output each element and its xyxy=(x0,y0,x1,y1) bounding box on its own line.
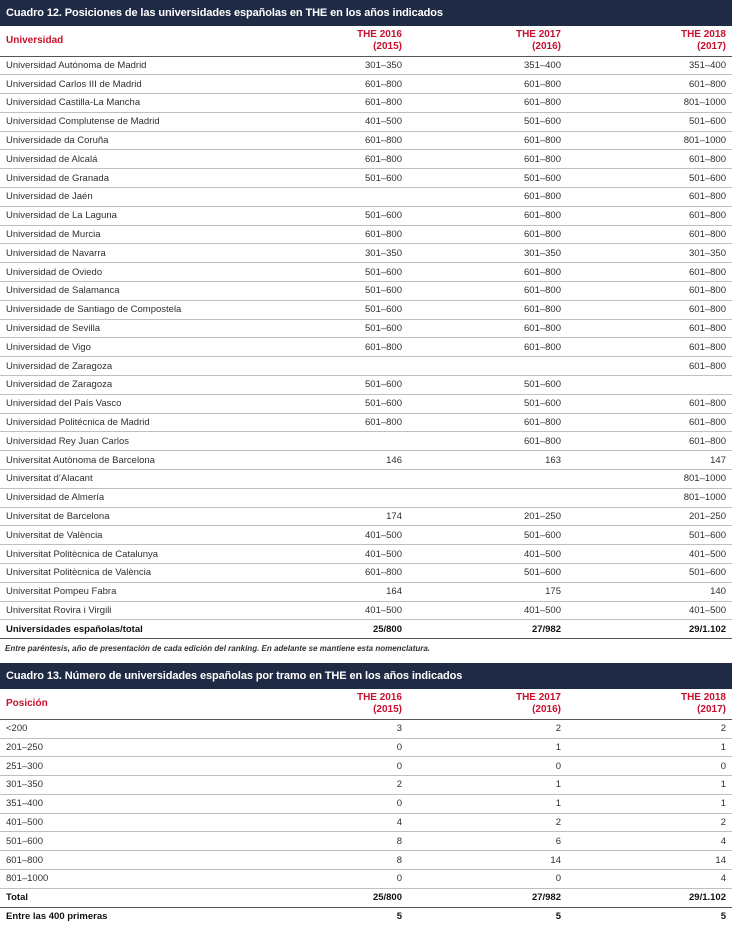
table-row xyxy=(0,225,732,244)
row-label: 351–400 xyxy=(6,798,43,810)
table1-header-the2016 xyxy=(253,26,408,56)
row-label: <200 xyxy=(6,723,28,735)
table2-header-the2017 xyxy=(408,689,567,719)
row-value: 601–800 xyxy=(524,78,561,90)
table1-header-the2017 xyxy=(408,26,567,56)
total-row xyxy=(0,888,732,907)
row-value: 601–800 xyxy=(689,229,726,241)
row-value: 401–500 xyxy=(524,548,561,560)
row-value: 801–1000 xyxy=(683,492,726,504)
header-label: THE 2016 xyxy=(356,691,402,703)
table2-header-the2016 xyxy=(253,689,408,719)
table-row xyxy=(0,244,732,263)
table2-header-the2018 xyxy=(567,689,732,719)
table2-body xyxy=(0,719,732,926)
header-year: (2015) xyxy=(373,40,402,52)
row-value: 6 xyxy=(555,835,561,847)
table1-note: Entre paréntesis, año de presentación de cada edición del ranking. En adelante se mantiene esta nomenclatura. xyxy=(5,644,431,654)
row-value: 27/982 xyxy=(531,623,561,635)
row-label: Universidad de Almería xyxy=(6,492,105,504)
row-value: 601–800 xyxy=(524,97,561,109)
row-value xyxy=(567,376,732,395)
table-row xyxy=(0,488,732,507)
row-value: 401–500 xyxy=(365,605,402,616)
row-label: Universidad Politécnica de Madrid xyxy=(6,417,150,429)
row-value: 27/982 xyxy=(531,892,561,904)
row-label: Universitat de València xyxy=(6,529,103,541)
table-row xyxy=(0,451,732,470)
row-label: 501–600 xyxy=(6,835,43,847)
table-row xyxy=(0,526,732,545)
row-value: 0 xyxy=(555,760,561,772)
table-row xyxy=(0,263,732,282)
row-label: 601–800 xyxy=(6,854,43,866)
header-year: (2015) xyxy=(373,703,402,715)
table-row xyxy=(0,432,732,451)
row-label: Universidad de Vigo xyxy=(6,341,91,353)
row-value: 601–800 xyxy=(524,135,561,147)
total-row xyxy=(0,907,732,926)
table-row xyxy=(0,757,732,776)
table-row xyxy=(0,719,732,738)
row-value: 601–800 xyxy=(689,435,726,447)
row-value: 163 xyxy=(545,454,561,466)
row-label: Universitat d’Alacant xyxy=(6,473,93,485)
row-value: 4 xyxy=(396,817,402,829)
table1-header-the2018 xyxy=(567,26,732,56)
row-value: 601–800 xyxy=(524,266,561,278)
table1-header-university: Universidad xyxy=(6,34,64,46)
row-label: Universidad de La Laguna xyxy=(6,210,117,222)
row-value: 401–500 xyxy=(365,529,402,541)
row-value xyxy=(253,188,408,207)
row-value: 601–800 xyxy=(689,191,726,203)
row-value: 3 xyxy=(396,723,402,735)
table1-caption: Cuadro 12. Posiciones de las universidades españolas en THE en los años indicados xyxy=(0,0,732,26)
row-label: Universidade da Coruña xyxy=(6,135,109,147)
table-row xyxy=(0,601,732,620)
row-value: 501–600 xyxy=(365,210,402,222)
row-label: 251–300 xyxy=(6,760,43,772)
row-value: 501–600 xyxy=(524,398,561,410)
table-row xyxy=(0,56,732,75)
row-value: 801–1000 xyxy=(683,97,726,109)
table-row xyxy=(0,338,732,357)
row-value: 29/1.102 xyxy=(689,623,726,635)
row-value: 501–600 xyxy=(524,529,561,541)
table-row xyxy=(0,851,732,870)
row-label: Universidad de Alcalá xyxy=(6,153,98,165)
row-label: Universitat Autònoma de Barcelona xyxy=(6,454,155,466)
row-value: 301–350 xyxy=(365,59,402,71)
row-value: 1 xyxy=(555,741,561,753)
row-value: 1 xyxy=(720,741,726,753)
table-row xyxy=(0,94,732,113)
row-value: 501–600 xyxy=(524,172,561,184)
row-label: Universidad Castilla-La Mancha xyxy=(6,97,141,109)
row-label: Universidad Rey Juan Carlos xyxy=(6,435,130,447)
row-value: 601–800 xyxy=(524,210,561,222)
row-value: 0 xyxy=(396,760,402,772)
row-value: 0 xyxy=(396,873,402,885)
table2-caption: Cuadro 13. Número de universidades españolas por tramo en THE en los años indicados xyxy=(0,663,732,689)
row-value: 601–800 xyxy=(524,417,561,429)
row-value: 601–800 xyxy=(524,153,561,165)
header-label: THE 2017 xyxy=(515,691,561,703)
row-value: 175 xyxy=(545,586,561,598)
row-value: 601–800 xyxy=(524,285,561,297)
table2 xyxy=(0,689,732,926)
row-value: 0 xyxy=(396,798,402,810)
row-value: 501–600 xyxy=(365,285,402,297)
row-value: 1 xyxy=(720,798,726,810)
table-row xyxy=(0,832,732,851)
row-value: 601–800 xyxy=(365,229,402,241)
table1-header-row xyxy=(0,26,732,56)
row-value: 601–800 xyxy=(689,285,726,297)
row-label: Universitat de Barcelona xyxy=(6,511,110,523)
row-value: 601–800 xyxy=(365,135,402,147)
row-value: 601–800 xyxy=(689,323,726,335)
row-value: 601–800 xyxy=(689,266,726,278)
row-label: Universidad de Sevilla xyxy=(6,323,100,335)
row-value: 501–600 xyxy=(689,116,726,128)
row-value: 801–1000 xyxy=(683,473,726,485)
row-value: 501–600 xyxy=(365,398,402,410)
row-value: 301–350 xyxy=(524,247,561,259)
row-value: 201–250 xyxy=(524,511,561,523)
row-value: 2 xyxy=(555,817,561,829)
row-label: Universitat Politècnica de Catalunya xyxy=(6,548,159,560)
row-value: 601–800 xyxy=(689,398,726,410)
row-value xyxy=(253,357,408,376)
row-label: Universidad del País Vasco xyxy=(6,398,122,410)
row-value: 401–500 xyxy=(365,548,402,560)
table-row xyxy=(0,112,732,131)
row-value: 5 xyxy=(396,911,402,923)
row-label: Total xyxy=(6,892,28,904)
row-label: Universidade de Santiago de Compostela xyxy=(6,304,182,316)
table-row xyxy=(0,545,732,564)
table-row xyxy=(0,394,732,413)
table1 xyxy=(0,26,732,639)
table-row xyxy=(0,507,732,526)
row-label: 201–250 xyxy=(6,741,43,753)
row-value: 501–600 xyxy=(365,323,402,335)
table2-header-row xyxy=(0,689,732,719)
row-label: Universidad Autónoma de Madrid xyxy=(6,59,147,71)
row-label: Universidad de Navarra xyxy=(6,247,106,259)
row-label: Universitat Rovira i Virgili xyxy=(6,605,112,616)
row-value: 801–1000 xyxy=(683,135,726,147)
row-value: 351–400 xyxy=(524,59,561,71)
row-value: 301–350 xyxy=(689,247,726,259)
row-value: 5 xyxy=(555,911,561,923)
table-row xyxy=(0,319,732,338)
row-value: 29/1.102 xyxy=(689,892,726,904)
header-year: (2016) xyxy=(532,40,561,52)
row-label: Universitat Politècnica de València xyxy=(6,567,152,579)
table2-header-position: Posición xyxy=(6,697,48,709)
row-value: 4 xyxy=(720,873,726,885)
row-label: Universidad de Murcia xyxy=(6,229,101,241)
table-row xyxy=(0,150,732,169)
row-label: 801–1000 xyxy=(6,873,49,885)
row-label: Universidad de Salamanca xyxy=(6,285,120,297)
row-value: 1 xyxy=(720,779,726,791)
table-row xyxy=(0,376,732,395)
row-value: 601–800 xyxy=(689,417,726,429)
row-value: 401–500 xyxy=(524,605,561,616)
row-value: 501–600 xyxy=(365,266,402,278)
row-value: 401–500 xyxy=(689,605,726,616)
row-value: 146 xyxy=(386,454,402,466)
row-value: 0 xyxy=(396,741,402,753)
table1-body xyxy=(0,56,732,639)
row-label: Universitat Pompeu Fabra xyxy=(6,586,117,598)
row-value: 401–500 xyxy=(365,116,402,128)
table-row xyxy=(0,413,732,432)
row-value: 601–800 xyxy=(365,567,402,579)
row-value: 601–800 xyxy=(524,323,561,335)
row-value xyxy=(408,488,567,507)
row-value: 2 xyxy=(720,723,726,735)
header-year: (2017) xyxy=(697,703,726,715)
table-row xyxy=(0,776,732,795)
row-value: 601–800 xyxy=(524,191,561,203)
row-value: 8 xyxy=(396,854,402,866)
row-value: 0 xyxy=(720,760,726,772)
row-value: 601–800 xyxy=(365,341,402,353)
table-row xyxy=(0,282,732,301)
row-value: 301–350 xyxy=(365,247,402,259)
row-value: 201–250 xyxy=(689,511,726,523)
row-label: Universidad de Granada xyxy=(6,172,109,184)
row-value: 601–800 xyxy=(689,153,726,165)
row-value: 0 xyxy=(555,873,561,885)
row-label: 301–350 xyxy=(6,779,43,791)
row-label: Universidad de Oviedo xyxy=(6,266,103,278)
table-row xyxy=(0,206,732,225)
row-value xyxy=(408,470,567,489)
row-value: 25/800 xyxy=(372,623,402,635)
row-value: 601–800 xyxy=(365,417,402,429)
row-label: 401–500 xyxy=(6,817,43,829)
row-value: 147 xyxy=(710,454,726,466)
row-label: Universidad de Zaragoza xyxy=(6,379,113,391)
header-year: (2016) xyxy=(532,703,561,715)
table-row xyxy=(0,582,732,601)
table-row xyxy=(0,794,732,813)
row-value: 601–800 xyxy=(689,304,726,316)
table-row xyxy=(0,357,732,376)
table-row xyxy=(0,131,732,150)
row-value: 2 xyxy=(555,723,561,735)
row-value xyxy=(253,488,408,507)
row-value: 501–600 xyxy=(524,116,561,128)
header-year: (2017) xyxy=(697,40,726,52)
row-value: 174 xyxy=(386,511,402,523)
row-value: 501–600 xyxy=(689,172,726,184)
row-value: 601–800 xyxy=(689,78,726,90)
row-value: 601–800 xyxy=(524,341,561,353)
row-value: 14 xyxy=(715,854,726,866)
row-value: 501–600 xyxy=(524,379,561,391)
row-value: 501–600 xyxy=(689,567,726,579)
table-row xyxy=(0,169,732,188)
row-value: 1 xyxy=(555,779,561,791)
row-value: 14 xyxy=(550,854,561,866)
row-label: Universidad Complutense de Madrid xyxy=(6,116,160,128)
row-value: 140 xyxy=(710,586,726,598)
header-label: THE 2016 xyxy=(356,28,402,40)
header-label: THE 2017 xyxy=(515,28,561,40)
row-value: 1 xyxy=(555,798,561,810)
row-label: Universidades españolas/total xyxy=(6,623,143,635)
table-row xyxy=(0,75,732,94)
row-value: 501–600 xyxy=(365,172,402,184)
row-value: 601–800 xyxy=(689,360,726,372)
row-value: 601–800 xyxy=(689,341,726,353)
row-value: 4 xyxy=(720,835,726,847)
table-row xyxy=(0,188,732,207)
row-value: 601–800 xyxy=(689,210,726,222)
row-value: 5 xyxy=(720,911,726,923)
row-value: 501–600 xyxy=(689,529,726,541)
row-value: 601–800 xyxy=(524,229,561,241)
table-row xyxy=(0,300,732,319)
row-label: Entre las 400 primeras xyxy=(6,911,108,923)
row-value: 501–600 xyxy=(524,567,561,579)
row-label: Universidad Carlos III de Madrid xyxy=(6,78,142,90)
total-row xyxy=(0,620,732,639)
row-value: 401–500 xyxy=(689,548,726,560)
table-row xyxy=(0,470,732,489)
row-value: 601–800 xyxy=(365,153,402,165)
row-value: 164 xyxy=(386,586,402,598)
row-value: 8 xyxy=(396,835,402,847)
table-row xyxy=(0,564,732,583)
row-value: 601–800 xyxy=(524,304,561,316)
row-value xyxy=(253,432,408,451)
row-label: Universidad de Jaén xyxy=(6,191,93,203)
row-value: 2 xyxy=(396,779,402,791)
row-value: 601–800 xyxy=(365,97,402,109)
row-value: 351–400 xyxy=(689,59,726,71)
row-value: 601–800 xyxy=(365,78,402,90)
row-value: 601–800 xyxy=(524,435,561,447)
table-row xyxy=(0,870,732,889)
row-label: Universidad de Zaragoza xyxy=(6,360,113,372)
row-value: 2 xyxy=(720,817,726,829)
row-value: 501–600 xyxy=(365,379,402,391)
table-row xyxy=(0,813,732,832)
header-label: THE 2018 xyxy=(680,691,726,703)
row-value xyxy=(408,357,567,376)
row-value: 501–600 xyxy=(365,304,402,316)
row-value xyxy=(253,470,408,489)
table-row xyxy=(0,738,732,757)
row-value: 25/800 xyxy=(372,892,402,904)
header-label: THE 2018 xyxy=(680,28,726,40)
